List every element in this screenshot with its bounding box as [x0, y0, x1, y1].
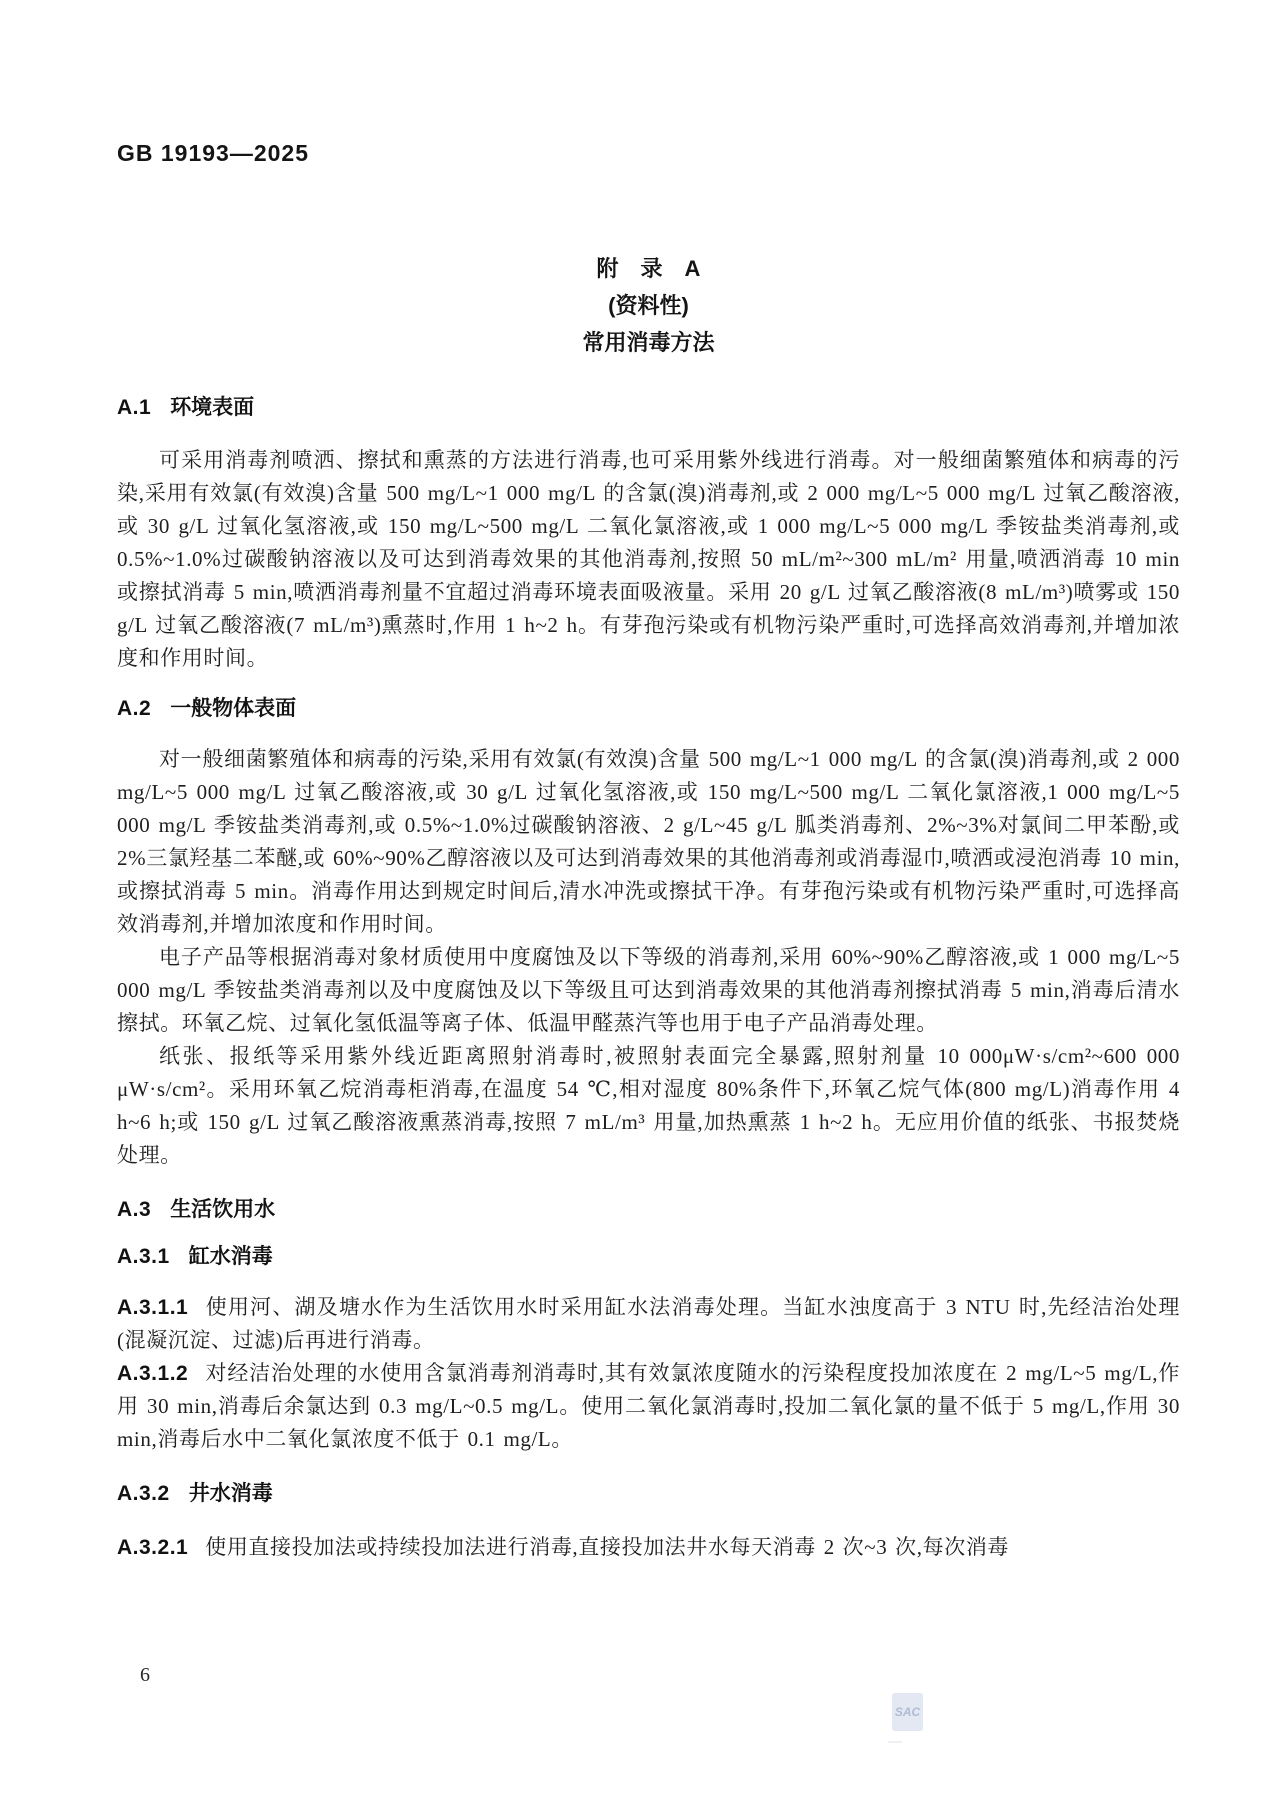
standard-number-header: GB 19193—2025 — [117, 140, 310, 166]
watermark-caption-mark — [888, 1741, 902, 1743]
clause-number: A.3.1.2 — [117, 1362, 189, 1385]
clause-a312 — [117, 1357, 1180, 1456]
clause-text: 使用河、湖及塘水作为生活饮用水时采用缸水法消毒处理。当缸水浊度高于 3 NTU 时,先经洁治处理(混凝沉淀、过滤)后再进行消毒。 — [117, 1295, 1180, 1352]
section-title: 一般物体表面 — [170, 697, 297, 720]
page-content — [117, 0, 1180, 1564]
paragraph-a2-3: 纸张、报纸等采用紫外线近距离照射消毒时,被照射表面完全暴露,照射剂量 10 000μW·s/cm²~600 000 μW·s/cm²。采用环氧乙烷消毒柜消毒,在温度 54 ℃,相对湿度 80%条件下,环氧乙烷气体(800 mg/L)消毒作用 4 h~6 h;或 150 g/L 过氧乙酸溶液熏蒸消毒,按照 7 mL/m³ 用量,加热熏蒸 1 h~2 h。无应用价值的纸张、书报焚烧处理。 — [117, 1044, 1180, 1167]
sac-watermark-logo — [892, 1693, 923, 1731]
section-title: 缸水消毒 — [188, 1245, 273, 1268]
appendix-subtitle-name: 常用消毒方法 — [582, 330, 715, 355]
clause-number: A.3.2.1 — [117, 1536, 189, 1559]
section-title: 环境表面 — [170, 396, 255, 419]
section-number: A.3.2 — [117, 1482, 170, 1505]
appendix-title-line: 附 录 A — [596, 256, 701, 281]
section-number: A.1 — [117, 396, 152, 419]
clause-a311 — [117, 1291, 1180, 1357]
section-title: 井水消毒 — [188, 1482, 273, 1505]
sac-logo-text: SAC — [894, 1705, 921, 1719]
clause-a321 — [117, 1531, 1180, 1564]
section-number: A.3 — [117, 1198, 152, 1221]
clause-number: A.3.1.1 — [117, 1296, 189, 1319]
section-heading-a31 — [117, 1245, 1180, 1269]
section-number: A.2 — [117, 697, 152, 720]
paragraph-a2-2: 电子产品等根据消毒对象材质使用中度腐蚀及以下等级的消毒剂,采用 60%~90%乙醇溶液,或 1 000 mg/L~5 000 mg/L 季铵盐类消毒剂以及中度腐蚀及以下等级且可达到消毒效果的其他消毒剂擦拭消毒 5 min,消毒后清水擦拭。环氧乙烷、过氧化氢低温等离子体、低温甲醛蒸汽等也用于电子产品消毒处理。 — [117, 945, 1180, 1035]
section-heading-a32 — [117, 1482, 1180, 1506]
clause-text: 对经洁治处理的水使用含氯消毒剂消毒时,其有效氯浓度随水的污染程度投加浓度在 2 mg/L~5 mg/L,作用 30 min,消毒后余氯达到 0.3 mg/L~0.5 mg/L。使用二氧化氯消毒时,投加二氧化氯的量不低于 5 mg/L,作用 30 min,消毒后水中二氧化氯浓度不低于 0.1 mg/L。 — [117, 1361, 1180, 1451]
section-heading-a1 — [117, 396, 1180, 420]
paragraph-a2-1: 对一般细菌繁殖体和病毒的污染,采用有效氯(有效溴)含量 500 mg/L~1 000 mg/L 的含氯(溴)消毒剂,或 2 000 mg/L~5 000 mg/L 过氧乙酸溶液,或 30 g/L 过氧化氢溶液,或 150 mg/L~500 mg/L 二氧化氯溶液,1 000 mg/L~5 000 mg/L 季铵盐类消毒剂,或 0.5%~1.0%过碳酸钠溶液、2 g/L~45 g/L 胍类消毒剂、2%~3%对氯间二甲苯酚,或 2%三氯羟基二苯醚,或 60%~90%乙醇溶液以及可达到消毒效果的其他消毒剂或消毒湿巾,喷洒或浸泡消毒 10 min,或擦拭消毒 5 min。消毒作用达到规定时间后,清水冲洗或擦拭干净。有芽孢污染或有机物污染严重时,可选择高效消毒剂,并增加浓度和作用时间。 — [117, 747, 1180, 936]
clause-text: 使用直接投加法或持续投加法进行消毒,直接投加法井水每天消毒 2 次~3 次,每次消毒 — [205, 1535, 1010, 1559]
section-title: 生活饮用水 — [170, 1198, 276, 1221]
section-number: A.3.1 — [117, 1245, 170, 1268]
paragraph-a1-1: 可采用消毒剂喷洒、擦拭和熏蒸的方法进行消毒,也可采用紫外线进行消毒。对一般细菌繁殖体和病毒的污染,采用有效氯(有效溴)含量 500 mg/L~1 000 mg/L 的含氯(溴)消毒剂,或 2 000 mg/L~5 000 mg/L 过氧乙酸溶液,或 30 g/L 过氧化氢溶液,或 150 mg/L~500 mg/L 二氧化氯溶液,或 1 000 mg/L~5 000 mg/L 季铵盐类消毒剂,或 0.5%~1.0%过碳酸钠溶液以及可达到消毒效果的其他消毒剂,按照 50 mL/m²~300 mL/m² 用量,喷洒消毒 10 min 或擦拭消毒 5 min,喷洒消毒剂量不宜超过消毒环境表面吸液量。采用 20 g/L 过氧乙酸溶液(8 mL/m³)喷雾或 150 g/L 过氧乙酸溶液(7 mL/m³)熏蒸时,作用 1 h~2 h。有芽孢污染或有机物污染严重时,可选择高效消毒剂,并增加浓度和作用时间。 — [117, 448, 1180, 670]
section-heading-a2 — [117, 697, 1180, 721]
section-heading-a3 — [117, 1198, 1180, 1222]
appendix-title — [117, 250, 1180, 361]
appendix-subtitle-informative: (资料性) — [608, 293, 689, 318]
page-number: 6 — [140, 1664, 150, 1686]
